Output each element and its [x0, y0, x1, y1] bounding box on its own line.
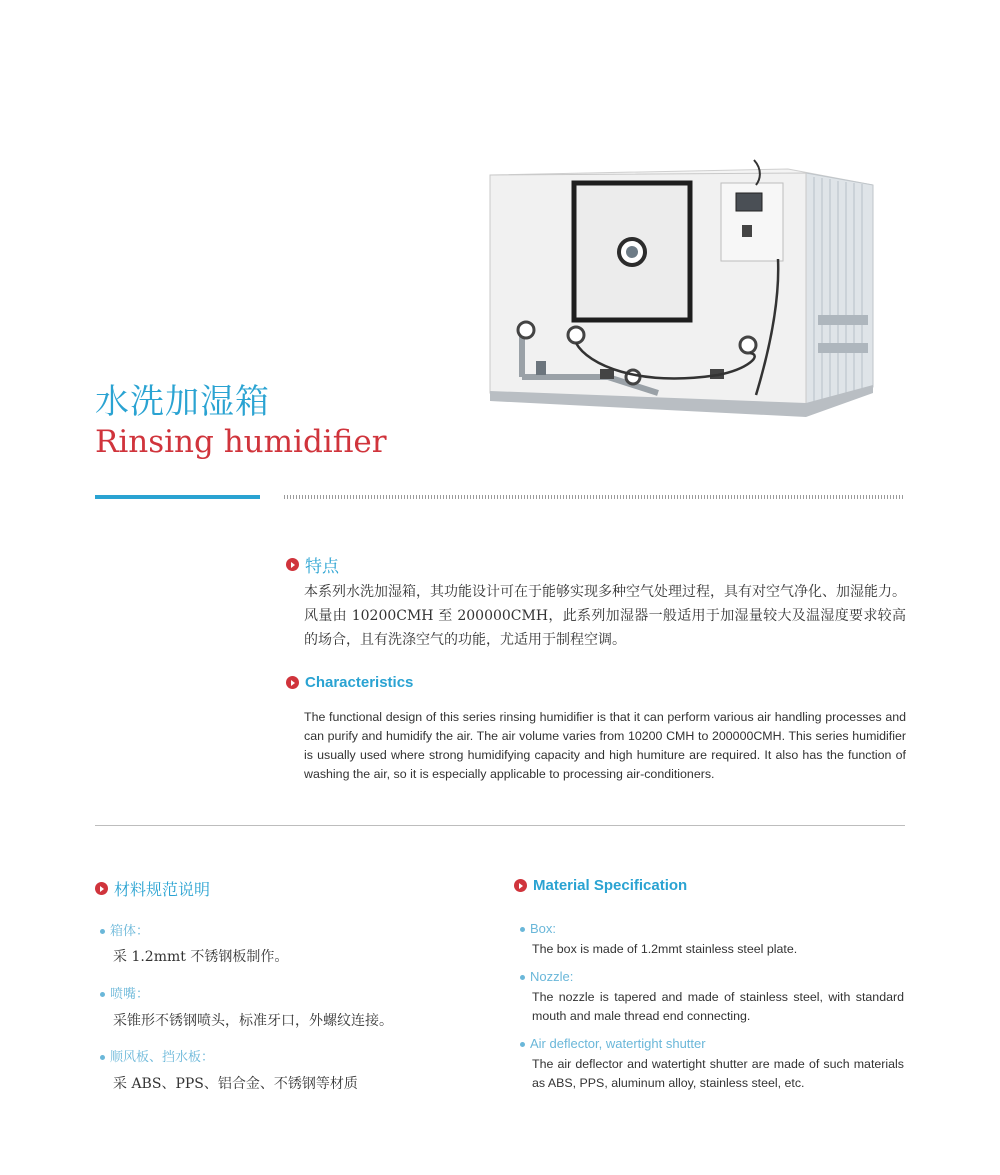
spec-label-deflector-cn — [100, 1046, 214, 1065]
spec-label-box-cn — [100, 920, 149, 939]
play-bullet-icon — [95, 882, 108, 895]
features-body-en: The functional design of this series rinsing humidifier is that it can perform various air handling processes and can purify and humidify the air. The air volume varies from 10200 CMH to 200000CMH. This series humidifier is usually used where strong humidifying capacity and high humiture are required. It also has the function of washing the air, so it is especially applicable to processing air-conditioners. — [304, 710, 906, 781]
play-bullet-icon — [286, 676, 299, 689]
material-heading-cn — [95, 877, 210, 900]
page-title-en: Rinsing humidifier — [95, 424, 387, 460]
spec-label-text: 顺风板、挡水板： — [110, 1050, 215, 1065]
spec-text-deflector-en: The air deflector and watertight shutter are made of such materials as ABS, PPS, aluminum alloy, stainless steel, etc. — [532, 1057, 904, 1090]
features-heading-en-text: Characteristics — [305, 674, 414, 691]
features-heading-cn-text: 特点 — [305, 557, 339, 577]
dot-icon — [100, 929, 105, 934]
material-heading-cn-text: 材料规范说明 — [114, 880, 211, 899]
spec-label-text: 喷嘴： — [110, 987, 150, 1002]
spec-label-nozzle-en — [520, 969, 573, 984]
dotted-divider — [284, 495, 904, 499]
spec-text-box-en: The box is made of 1.2mmt stainless steel plate. — [532, 942, 798, 956]
features-heading-en — [286, 674, 413, 691]
spec-text-box-cn: 采 1.2mmt 不锈钢板制作。 — [113, 949, 289, 965]
product-image — [488, 155, 878, 425]
spec-label-deflector-en — [520, 1036, 706, 1051]
dot-icon — [520, 1042, 525, 1047]
dot-icon — [100, 1055, 105, 1060]
spec-text-deflector-cn: 采 ABS、PPS、铝合金、不锈钢等材质 — [113, 1076, 358, 1092]
spec-text-nozzle-en: The nozzle is tapered and made of stainless steel, with standard mouth and male thread end connecting. — [532, 990, 904, 1023]
spec-label-text: Air deflector, watertight shutter — [530, 1036, 706, 1051]
page-title-cn: 水洗加湿箱 — [95, 382, 270, 422]
spec-label-text: Box: — [530, 921, 557, 936]
dot-icon — [520, 927, 525, 932]
title-accent-rule — [95, 495, 260, 499]
dot-icon — [520, 975, 525, 980]
spec-label-text: Nozzle: — [530, 969, 574, 984]
material-heading-en-text: Material Specification — [533, 877, 688, 894]
section-divider — [95, 825, 905, 826]
spec-text-nozzle-cn: 采锥形不锈钢喷头，标准牙口，外螺纹连接。 — [113, 1013, 393, 1029]
spec-label-box-en — [520, 921, 556, 936]
material-heading-en — [514, 877, 687, 894]
dot-icon — [100, 992, 105, 997]
features-heading-cn — [286, 552, 339, 577]
spec-label-text: 箱体： — [110, 924, 150, 939]
spec-label-nozzle-cn — [100, 983, 149, 1002]
play-bullet-icon — [514, 879, 527, 892]
play-bullet-icon — [286, 558, 299, 571]
features-body-cn: 本系列水洗加湿箱，其功能设计可在于能够实现多种空气处理过程，具有对空气净化、加湿能力。风量由 10200CMH 至 200000CMH，此系列加湿器一般适用于加湿量较大及温湿度要求较高的场合，且有洗涤空气的功能，尤适用于制程空调。 — [304, 584, 906, 648]
